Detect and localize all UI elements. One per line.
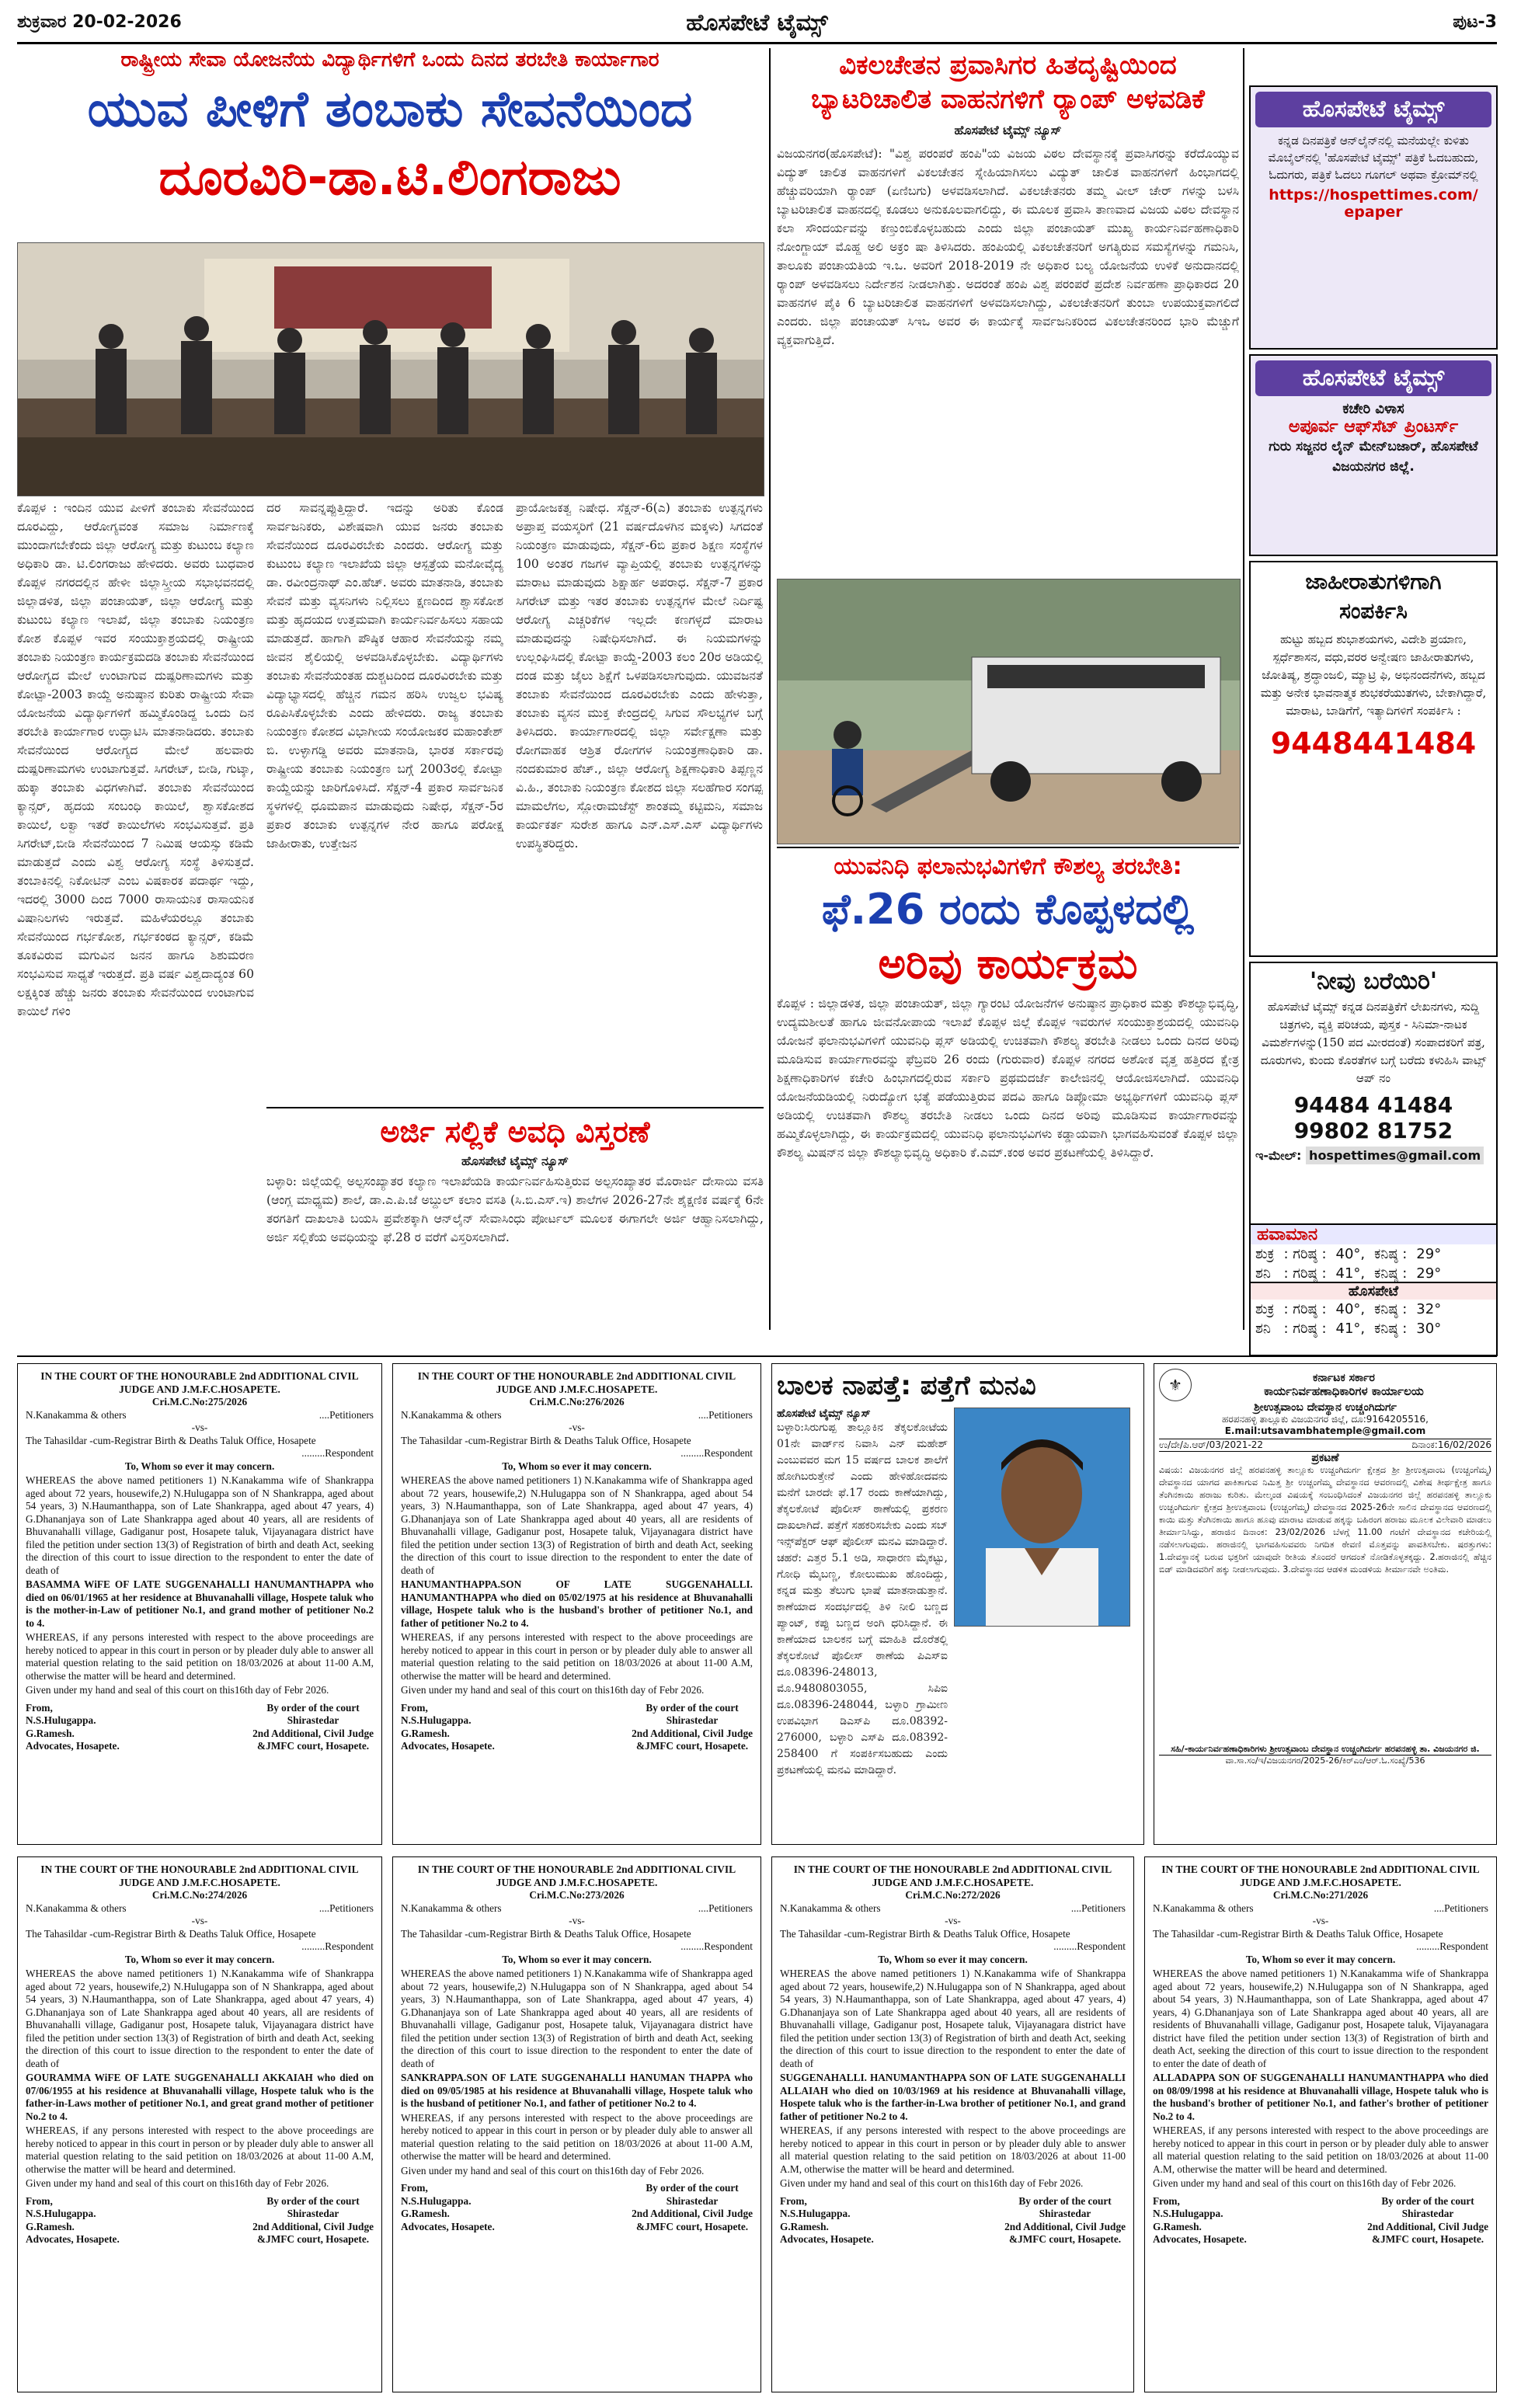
missing-boy-photo xyxy=(954,1408,1130,1627)
skill-text: ಕೊಪ್ಪಳ : ಜಿಲ್ಲಾಡಳಿತ, ಜಿಲ್ಲಾ ಪಂಚಾಯತ್, ಜಿಲ್ಲಾ ಗ್ಯಾರಂಟಿ ಯೋಜನೆಗಳ ಅನುಷ್ಠಾನ ಪ್ರಾಧಿಕಾರ ಮತ್ತು ಕೌಶಲ್ಯಾಭಿವೃದ್ಧಿ, ಉದ್ಯಮಶೀಲತೆ ಹಾಗೂ ಜೀವನೋಪಾಯ ಇಲಾಖೆ ಕೊಪ್ಪಳ ಜಿಲ್ಲೆ ಕೊಪ್ಪಳ ಇವರುಗಳ ಸಂಯುಕ್ತಾಶ್ರಯದಲ್ಲಿ ಯುವನಿಧಿ ಯೋಜನೆ ಫಲಾನುಭವಿಗಳಿಗೆ ಯುವನಿಧಿ ಪ್ಲಸ್ ಅಡಿಯಲ್ಲಿ ಉಚಿತವಾಗಿ ಕೌಶಲ್ಯ ತರಬೇತಿ ನೀಡಲು ಒಂದು ದಿನದ ಅರಿವು ಮೂಡಿಸುವ ಕಾರ್ಯಾಗಾರವನ್ನು ಫೆಬ್ರವರಿ 26 ರಂದು (ಗುರುವಾರ) ಕೊಪ್ಪಳ ನಗರದ ಅಶೋಕ ವೃತ್ತ ಹತ್ತಿರದ ಕ್ಷೇತ್ರ ಶಿಕ್ಷಣಾಧಿಕಾರಿಗಳ ಕಚೇರಿ ಹಿಂಭಾಗದಲ್ಲಿರುವ ಸರ್ಕಾರಿ ಪ್ರಥಮದರ್ಜೆ ಕಾಲೇಜಿನಲ್ಲಿ ಆಯೋಜಿಸಲಾಗಿದೆ. ಯುವನಿಧಿ ಯೋಜನೆಯಡಿಯಲ್ಲಿ ನಿರುದ್ಯೋಗ ಭತ್ಯೆ ಪಡೆಯುತ್ತಿರುವ ಪದವಿ ಹಾಗೂ ಡಿಪ್ಲೋಮಾ ಅಭ್ಯರ್ಥಿಗಳಿಗೆ ಯುವನಿಧಿ ಪ್ಲಸ್ ಅಡಿಯಲ್ಲಿ ಉಚಿತವಾಗಿ ಕೌಶಲ್ಯ ತರಬೇತಿ ನೀಡಲು ಒಂದು ದಿನದ ಅರಿವು ಮೂಡಿಸುವ ಕಾರ್ಯಾಗಾರವನ್ನು ಹಮ್ಮಿಕೊಳ್ಳಲಾಗಿದ್ದು, ಈ ಕಾರ್ಯಕ್ರಮದಲ್ಲಿ ಯುವನಿಧಿ ಫಲಾನುಭವಿಗಳು ಕಡ್ಡಾಯವಾಗಿ ಭಾಗವಹಿಸುವಂತೆ ಕೊಪ್ಪಳ ಜಿಲ್ಲಾ ಕೌಶಲ್ಯ ಮಿಷನ್‌ನ ಜಿಲ್ಲಾ ಕೌಶಲ್ಯಾಭಿವೃದ್ಧಿ ಅಧಿಕಾರಿ ಕೆ.ಎಮ್.ಕಂಠ ಅವರ ಪ್ರಕಟಣೆಯಲ್ಲಿ ತಿಳಿಸಿದ್ದಾರೆ. xyxy=(777,997,1239,1160)
skill-story xyxy=(777,847,1239,1332)
court-vs: -vs- xyxy=(1312,1915,1329,1926)
court-judge: 2nd Additional, Civil Judge xyxy=(632,1727,753,1739)
weather-max-label: : ಗರಿಷ್ಠ : xyxy=(1283,1265,1327,1282)
sidebar-divider xyxy=(1243,48,1244,1330)
court-respondent: The Tahasildar -cum-Registrar Birth & Deaths Taluk Office, Hosapete xyxy=(26,1434,316,1446)
epaper-url[interactable]: https://hospettimes.com/ xyxy=(1269,186,1478,204)
court-petitioners: N.Kanakamma & others xyxy=(401,1902,502,1914)
court-shirastedar: Shirastedar xyxy=(1401,2208,1454,2219)
court-heading: IN THE COURT OF THE HONOURABLE 2nd ADDITIONAL CIVIL JUDGE AND J.M.F.C.HOSAPETE. xyxy=(417,1863,736,1888)
skill-kicker: ಯುವನಿಧಿ ಫಲಾನುಭವಿಗಳಿಗೆ ಕೌಶಲ್ಯ ತರಬೇತಿ: xyxy=(777,847,1239,882)
court-advocate-1: N.S.Hulugappa. xyxy=(26,1714,96,1726)
court-respondent: The Tahasildar -cum-Registrar Birth & Deaths Taluk Office, Hosapete xyxy=(780,1927,1070,1940)
office-label: ಕಚೇರಿ ವಿಳಾಸ xyxy=(1342,401,1404,417)
weather-day: ಶನಿ xyxy=(1255,1265,1271,1282)
court-given: Given under my hand and seal of this court on this16th day of Febr 2026. xyxy=(1153,2177,1457,2189)
court-jmfc: &JMFC court, Hosapete. xyxy=(636,2220,749,2232)
court-advocates: Advocates, Hosapete. xyxy=(26,1740,120,1752)
ramp-headline-1: ವಿಕಲಚೇತನ ಪ್ರವಾಸಿಗರ ಹಿತದೃಷ್ಟಿಯಿಂದ xyxy=(839,50,1177,81)
court-judge: 2nd Additional, Civil Judge xyxy=(1004,2220,1126,2232)
weather-day: ಶುಕ್ರ xyxy=(1255,1301,1275,1317)
court-deceased: HANUMANTHAPPA.SON OF LATE SUGGENAHALLI. HANUMANTHAPPA who died on 05/02/1975 at his residence at Bhuvanahalli village, Hospete taluk who is the husband's brother of petitioner No.1, and father of petitioner No.2 to 4. xyxy=(401,1578,753,1629)
ramp-story xyxy=(777,48,1239,615)
court-petitioners: N.Kanakamma & others xyxy=(26,1902,127,1914)
court-heading: IN THE COURT OF THE HONOURABLE 2nd ADDITIONAL CIVIL JUDGE AND J.M.F.C.HOSAPETE. xyxy=(40,1863,359,1888)
court-shirastedar: Shirastedar xyxy=(1039,2208,1091,2219)
court-case-number: Cri.M.C.No:274/2026 xyxy=(151,1889,248,1901)
court-signature xyxy=(26,1702,374,1753)
court-respondent-label: .........Respondent xyxy=(680,1447,753,1459)
court-whereas-2: WHEREAS, if any persons interested with respect to the above proceedings are hereby noticed to appear in this court in person or by pleader duly able to answer all material question relating to the said petition on 18/03/2026 at about 11-00 A.M, otherwise the matter will be heard and determined. xyxy=(26,2124,374,2175)
missing-byline: ಹೊಸಪೇಟೆ ಟೈಮ್ಸ್ ನ್ಯೂಸ್ xyxy=(777,1408,871,1420)
printer-name: ಅಪೂರ್ವ ಆಫ್‌ಸೆಟ್ ಪ್ರಿಂಟರ್ಸ್ xyxy=(1288,417,1459,437)
court-deceased: SUGGENAHALLI. HANUMANTHAPPA SON OF LATE SUGGENAHALLI ALLAIAH who died on 10/03/1969 at his residence at Bhuvanahalli village, Hospete taluk who is the farther-in-Lwa brother of petitioner No.1, and grand father of petitioner No.2 to 4. xyxy=(780,2072,1126,2122)
court-respondent: The Tahasildar -cum-Registrar Birth & Deaths Taluk Office, Hosapete xyxy=(1153,1927,1443,1940)
deadline-story xyxy=(266,1107,764,1332)
court-to: To, Whom so ever it may concern. xyxy=(502,1953,652,1965)
ads-box xyxy=(1249,561,1498,957)
court-advocate-1: N.S.Hulugappa. xyxy=(26,2208,96,2219)
court-jmfc: &JMFC court, Hosapete. xyxy=(257,1740,370,1752)
weather-row xyxy=(1251,1264,1446,1283)
court-to: To, Whom so ever it may concern. xyxy=(502,1460,652,1472)
issue-date: ಶುಕ್ರವಾರ 20-02-2026 xyxy=(17,12,182,32)
email-label: ಇ-ಮೇಲ್: xyxy=(1255,1148,1302,1163)
notice-office: ಕಾರ್ಯನಿರ್ವಹಣಾಧಿಕಾರಿಗಳ ಕಾರ್ಯಾಲಯ xyxy=(1264,1384,1424,1398)
court-vs: -vs- xyxy=(569,1915,585,1926)
weather-min: 32° xyxy=(1416,1301,1442,1317)
court-heading: IN THE COURT OF THE HONOURABLE 2nd ADDITIONAL CIVIL JUDGE AND J.M.F.C.HOSAPETE. xyxy=(40,1370,359,1395)
office-box xyxy=(1249,354,1498,556)
weather-max-label: : ಗರಿಷ್ಠ : xyxy=(1283,1321,1327,1337)
weather-max-label: : ಗರಿಷ್ಠ : xyxy=(1283,1301,1327,1317)
court-advocate-2: G.Ramesh. xyxy=(780,2220,829,2232)
court-petitioners-label: ....Petitioners xyxy=(318,1408,374,1421)
weather-row xyxy=(1251,1300,1446,1319)
notice-date: ದಿನಾಂಕ:16/02/2026 xyxy=(1411,1439,1491,1450)
court-jmfc: &JMFC court, Hosapete. xyxy=(257,2233,370,2245)
court-advocate-1: N.S.Hulugappa. xyxy=(780,2208,851,2219)
court-given: Given under my hand and seal of this court on this16th day of Febr 2026. xyxy=(26,2177,329,2189)
deadline-byline: ಹೊಸಪೇಟೆ ಟೈಮ್ಸ್ ನ್ಯೂಸ್ xyxy=(461,1154,569,1168)
court-from: From, xyxy=(401,2182,428,2194)
court-shirastedar: Shirastedar xyxy=(666,1714,719,1726)
court-advocate-1: N.S.Hulugappa. xyxy=(1153,2208,1223,2219)
weather-max: 40°, xyxy=(1335,1301,1366,1317)
court-notice-276 xyxy=(392,1363,761,1845)
weather-max: 41°, xyxy=(1335,1321,1366,1337)
court-advocate-1: N.S.Hulugappa. xyxy=(401,1714,472,1726)
notice-ref: ಉ/ದೇ/ಪಿ.ಆರ್/03/2021-22 xyxy=(1159,1439,1264,1450)
weather-box-2 xyxy=(1249,1282,1498,1356)
lead-column-2: ದರ ಸಾವನ್ನಪ್ಪುತ್ತಿದ್ದಾರೆ. ಇದನ್ನು ಅರಿತು ಕೊಂಡ ಸಾರ್ವಜನಿಕರು, ವಿಶೇಷವಾಗಿ ಯುವ ಜನರು ತಂಬಾಕು ಸೇವನೆಯಿಂದ ದೂರವಿರಬೇಕು ಎಂದರು. ಆರೋಗ್ಯ ಮತ್ತು ಕುಟುಂಬ ಕಲ್ಯಾಣ ಇಲಾಖೆಯ ಜಿಲ್ಲಾ ಆಸ್ಪತ್ರೆಯ ಮನೋವೈದ್ಯ ಡಾ. ರವೀಂದ್ರನಾಥ್ ಎಂ.ಹೆಚ್. ಅವರು ಮಾತನಾಡಿ, ತಂಬಾಕು ಸೇವನೆ ಮತ್ತು ವ್ಯಸನಿಗಳು ನಿಲ್ಲಿಸಲು ಕ್ಷಣದಿಂದ ಶ್ವಾಸಕೋಶ ಮತ್ತು ಹೃದಯದ ಉತ್ತಮವಾಗಿ ಕಾರ್ಯನಿರ್ವಹಿಸಲು ಸಹಾಯ ಮಾಡುತ್ತದೆ. ಹಾಗಾಗಿ ಪೌಷ್ಠಿಕ ಆಹಾರ ಸೇವನೆಯನ್ನು ನಮ್ಮ ಜೀವನ ಶೈಲಿಯಲ್ಲಿ ಅಳವಡಿಸಿಕೊಳ್ಳಬೇಕು. ವಿದ್ಯಾರ್ಥಿಗಳು ತಂಬಾಕು ಸೇವನೆಯಂತಹ ದುಶ್ಚಟದಿಂದ ದೂರವಿರಬೇಕು ಮತ್ತು ವಿದ್ಯಾಭ್ಯಾಸದಲ್ಲಿ ಹೆಚ್ಚಿನ ಗಮನ ಹರಿಸಿ ಉಜ್ವಲ ಭವಿಷ್ಯ ರೂಪಿಸಿಕೊಳ್ಳಬೇಕು ಎಂದು ಹೇಳಿದರು. ರಾಜ್ಯ ತಂಬಾಕು ನಿಯಂತ್ರಣ ಕೋಶದ ವಿಭಾಗೀಯ ಸಂಯೋಜಕರ ಮಹಾಂತೇಶ್ ಬಿ. ಉಳ್ಳಾಗಡ್ಡಿ ಅವರು ಮಾತನಾಡಿ, ಭಾರತ ಸರ್ಕಾರವು ರಾಷ್ಟ್ರೀಯ ತಂಬಾಕು ನಿಯಂತ್ರಣ ಬಗ್ಗೆ 2003ರಲ್ಲಿ ಕೋಟ್ಪಾ ಕಾಯ್ದೆಯನ್ನು ಜಾರಿಗೊಳಿಸಿದೆ. ಸೆಕ್ಷನ್-4 ಪ್ರಕಾರ ಸಾರ್ವಜನಿಕ ಸ್ಥಳಗಳಲ್ಲಿ ಧೂಮಪಾನ ಮಾಡುವುದು ನಿಷೇಧ, ಸೆಕ್ಷನ್-5ರ ಪ್ರಕಾರ ತಂಬಾಕು ಉತ್ಪನ್ನಗಳ ನೇರ ಹಾಗೂ ಪರೋಕ್ಷ ಜಾಹೀರಾತು, ಉತ್ತೇಜನ xyxy=(266,501,503,851)
weather-min: 29° xyxy=(1416,1265,1442,1282)
notice-body: ವಿಷಯ: ವಿಜಯನಗರ ಜಿಲ್ಲೆ ಹರಪನಹಳ್ಳಿ ತಾಲ್ಲೂಕು ಉಚ್ಚಂಗಿದುರ್ಗ ಕ್ಷೇತ್ರದ ಶ್ರೀ ಶ್ರೀಉತ್ಸವಾಂಬ (ಉಚ್ಚಂಗೆಮ್ಮ) ದೇವಸ್ಥಾನದ ಯಾಗದ ಪಾಕಿತಾಗುವ ನಿಮಿತ್ತ ಶ್ರೀ ಉಚ್ಚಂಗೆಮ್ಮ ದೇವಸ್ಥಾನದ ಆವರಣದಲ್ಲಿ ವಿಶೇಷ ತೀರ್ಥಕ್ಷೇತ್ರ ಹಾಗೂ ತೆಂಗಿನಕಾಯಿ ಹರಾಜು ಕುರಿತು. ಮೇಲ್ಕಂಡ ವಿಷಯಕ್ಕೆ ಸಂಬಂಧಿಸಿದಂತೆ ವಿಜಯನಗರ ಜಿಲ್ಲೆ ಹರಪನಹಳ್ಳಿ ತಾಲ್ಲೂಕು ಉಚ್ಚಂಗಿದುರ್ಗ ಕ್ಷೇತ್ರದ ಶ್ರೀಉತ್ಸವಾಂಬ (ಉಚ್ಚಂಗೆಮ್ಮ) ದೇವಸ್ಥಾನದ 2025-26ನೇ ಸಾಲಿನ ದೇವಸ್ಥಾನದ ಆವರಣದಲ್ಲಿ ಕಾಯಿ ಮತ್ತು ತೆಂಗಿನಕಾಯಿ ಹಾಗೂ ಹೂವು ಮಾರಾಟ ಮಾಡುವ ಹಕ್ಕನ್ನು ಬಹಿರಂಗ ಹರಾಜು ಮೂಲಕ ವಿಲೇವಾರಿ ಮಾಡಲು ತೀರ್ಮಾನಿಸಿದ್ದು, ಹರಾಜಿನ ದಿನಾಂಕ: 23/02/2026 ಬೆಳಗ್ಗೆ 11.00 ಗಂಟೆಗೆ ದೇವಸ್ಥಾನದ ಕಚೇರಿಯಲ್ಲಿ ನಡೆಸಲಾಗುವುದು. ಹರಾಜಿನಲ್ಲಿ ಭಾಗವಹಿಸುವವರು ನಿಗದಿತ ಠೇವಣಿ ಮೊತ್ತವನ್ನು ಪಾವತಿಸಬೇಕು. ಷರತ್ತುಗಳು: 1.ದೇವಸ್ಥಾನಕ್ಕೆ ಬರುವ ಭಕ್ತರಿಗೆ ಯಾವುದೇ ರೀತಿಯ ತೊಂದರೆ ಆಗದಂತೆ ನೋಡಿಕೊಳ್ಳತಕ್ಕದ್ದು. 2.ಹರಾಜಿನಲ್ಲಿ ಹೆಚ್ಚಿನ ಬಿಡ್ ಮಾಡಿದವರಿಗೆ ಹಕ್ಕು ನೀಡಲಾಗುವುದು. 3.ದೇವಸ್ಥಾನದ ಆಡಳಿತ ಮಂಡಳಿಯ ತೀರ್ಮಾನವೇ ಅಂತಿಮ. xyxy=(1159,1465,1491,1575)
court-order: By order of the court xyxy=(1381,2194,1474,2207)
epaper-box xyxy=(1249,85,1498,350)
court-signature xyxy=(26,2195,374,2246)
court-given: Given under my hand and seal of this court on this16th day of Febr 2026. xyxy=(401,1684,705,1696)
court-judge: 2nd Additional, Civil Judge xyxy=(1367,2220,1488,2232)
court-order: By order of the court xyxy=(266,2194,360,2207)
column-divider xyxy=(769,48,771,1330)
court-deceased: BASAMMA WiFE OF LATE SUGGENAHALLI HANUMANTHAPPA who died on 06/01/1965 at her residence at Bhuvanahalli village, Hospete taluk who is the mother-in-Law of petitioner No.1, and grand mother of petitioner No.2 to 4. xyxy=(26,1578,374,1629)
court-advocate-1: N.S.Hulugappa. xyxy=(401,2194,472,2207)
court-petitioners-label: ....Petitioners xyxy=(1070,1902,1126,1914)
court-petitioners-label: ....Petitioners xyxy=(1433,1902,1488,1914)
court-notice-273 xyxy=(392,1856,761,2392)
notice-contact: ಹರಪನಹಳ್ಳಿ ತಾಲ್ಲೂಕು ವಿಜಯನಗರ ಜಿಲ್ಲೆ, ದೂ:9164205516, xyxy=(1222,1414,1429,1425)
court-petitioners: N.Kanakamma & others xyxy=(26,1408,127,1421)
skill-headline-2: ಅರಿವು ಕಾರ್ಯಕ್ರಮ xyxy=(878,939,1138,988)
workshop-photo-illustration xyxy=(18,243,764,496)
court-whereas: WHEREAS the above named petitioners 1) N.Kanakamma wife of Shankrappa aged about 72 years, housewife,2) N.Hulugappa son of N Shankrappa, aged about 54 years, 3) N.Haumanthappa, son of Late Shankrappa, aged about 47 years, 4) G.Dhananjaya son of Late Shankrappa aged about 40 years, all are residents of Bhuvanahalli village, Gadiganur post, Hosapete taluk, Vijayanagara district have filed the petition under section 13(3) of Registration of birth and death Act, seeking the direction of this court to issue direction to the respondent to enter the date of death of xyxy=(401,1968,753,2069)
ads-text: ಹುಟ್ಟು ಹಬ್ಬದ ಶುಭಾಶಯಗಳು, ವಿದೇಶಿ ಪ್ರಯಾಣ, ಸ್ಪರ್ಧೆಶಾಸನ, ವಧು,ವರರ ಅನ್ವೇಷಣ ಜಾಹೀರಾತುಗಳು, ಜೋತಿಷ್ಯ, ಶ್ರದ್ಧಾಂಜಲಿ, ಮ್ಯಾಟ್ರಿ ಫಿ, ಅಭಿನಂದನೆಗಳು, ಹಬ್ಬದ ಮತ್ತು ಅನೇಕ ಭಾವನಾತ್ಮಕ ಶುಭಕರೆಯುತಗಳು, ಬೇಕಾಗಿದ್ದಾರೆ, ಮಾರಾಟ, ಬಾಡಿಗೆಗೆ, ಇತ್ಯಾದಿಗಳಿಗೆ ಸಂಪರ್ಕಿಸಿ : xyxy=(1260,632,1487,718)
ramp-byline: ಹೊಸಪೇಟೆ ಟೈಮ್ಸ್ ನ್ಯೂಸ್ xyxy=(954,123,1062,137)
court-heading: IN THE COURT OF THE HONOURABLE 2nd ADDITIONAL CIVIL JUDGE AND J.M.F.C.HOSAPETE. xyxy=(793,1863,1112,1888)
weather-min-label: ಕನಿಷ್ಠ : xyxy=(1374,1321,1408,1337)
epaper-url-suffix[interactable]: epaper xyxy=(1344,204,1403,221)
court-given: Given under my hand and seal of this court on this16th day of Febr 2026. xyxy=(26,1684,329,1696)
court-case-number: Cri.M.C.No:275/2026 xyxy=(151,1396,248,1408)
newspaper-title: ಹೊಸಪೇಟೆ ಟೈಮ್ಸ್ xyxy=(686,9,828,37)
court-respondent: The Tahasildar -cum-Registrar Birth & Deaths Taluk Office, Hosapete xyxy=(401,1434,691,1446)
ads-title-1: ಜಾಹೀರಾತುಗಳಿಗಾಗಿ xyxy=(1305,569,1442,594)
court-to: To, Whom so ever it may concern. xyxy=(878,1953,1028,1965)
court-notice-272 xyxy=(771,1856,1134,2392)
brand-banner-2: ಹೊಸಪೇಟೆ ಟೈಮ್ಸ್ xyxy=(1255,360,1491,396)
weather-title: ಹವಾಮಾನ xyxy=(1251,1225,1496,1244)
court-whereas: WHEREAS the above named petitioners 1) N.Kanakamma wife of Shankrappa aged about 72 years, housewife,2) N.Hulugappa son of N Shankrappa, aged about 54 years, 3) N.Haumanthappa, son of Late Shankrappa, aged about 47 years, 4) G.Dhananjaya son of Late Shankrappa aged about 40 years, all are residents of Bhuvanahalli village, Gadiganur post, Hosapete taluk, Vijayanagara district have filed the petition under section 13(3) of Registration of birth and death Act, seeking the direction of this court to issue direction to the respondent to enter the date of death of xyxy=(401,1474,753,1576)
court-to: To, Whom so ever it may concern. xyxy=(124,1460,275,1472)
weather-table-1 xyxy=(1251,1244,1446,1283)
deadline-text: ಬಳ್ಳಾರಿ: ಜಿಲ್ಲೆಯಲ್ಲಿ ಅಲ್ಪಸಂಖ್ಯಾತರ ಕಲ್ಯಾಣ ಇಲಾಖೆಯಡಿ ಕಾರ್ಯನಿರ್ವಹಿಸುತ್ತಿರುವ ಅಲ್ಪಸಂಖ್ಯಾತರ ಮೊರಾರ್ಜಿ ದೇಸಾಯಿ ವಸತಿ (ಆಂಗ್ಲ ಮಾಧ್ಯಮ) ಶಾಲೆ, ಡಾ.ಎ.ಪಿ.ಜೆ ಅಬ್ದುಲ್ ಕಲಾಂ ವಸತಿ (ಸಿ.ಬಿ.ಎಸ್.ಇ) ಶಾಲೆಗಳ 2026-27ನೇ ಶೈಕ್ಷಣಿಕ ವರ್ಷಕ್ಕೆ 6ನೇ ತರಗತಿಗೆ ದಾಖಲಾತಿ ಬಯಸಿ ಪ್ರವೇಶಕ್ಕಾಗಿ ಆನ್‌ಲೈನ್ ಸೇವಾಸಿಂಧು ಪೋರ್ಟಲ್ ಮೂಲಕ ಈಗಾಗಲೇ ಅರ್ಜಿ ಆಹ್ವಾನಿಸಲಾಗಿದ್ದು, ಅರ್ಜಿ ಸಲ್ಲಿಕೆಯ ಅವಧಿಯನ್ನು ಫೆ.28 ರ ವರೆಗೆ ವಿಸ್ತರಿಸಲಾಗಿದೆ. xyxy=(266,1174,764,1244)
skill-headline-1: ಫೆ.26 ರಂದು ಕೊಪ್ಪಳದಲ್ಲಿ xyxy=(821,885,1195,934)
court-from: From, xyxy=(401,1701,428,1714)
court-given: Given under my hand and seal of this court on this16th day of Febr 2026. xyxy=(780,2177,1084,2189)
court-vs: -vs- xyxy=(191,1915,208,1926)
court-advocate-2: G.Ramesh. xyxy=(26,1727,75,1739)
court-advocates: Advocates, Hosapete. xyxy=(26,2233,120,2245)
notice-title: ಪ್ರಕಟಣೆ xyxy=(1311,1452,1339,1464)
notice-gov: ಕರ್ನಾಟಕ ಸರ್ಕಾರ xyxy=(1313,1372,1375,1384)
write-phone-1[interactable]: 94484 41484 xyxy=(1293,1092,1453,1118)
court-petitioners-label: ....Petitioners xyxy=(698,1408,753,1421)
court-petitioners-label: ....Petitioners xyxy=(318,1902,374,1914)
court-case-number: Cri.M.C.No:276/2026 xyxy=(529,1396,625,1408)
write-title: 'ನೀವು ಬರೆಯಿರಿ' xyxy=(1309,968,1438,995)
weather-min: 29° xyxy=(1416,1246,1442,1262)
deadline-headline: ಅರ್ಜಿ ಸಲ್ಲಿಕೆ ಅವಧಿ ವಿಸ್ತರಣೆ xyxy=(380,1115,650,1149)
court-deceased: ALLADAPPA SON OF SUGGENAHALLI HANUMANTHAPPA who died on 08/09/1998 at his residence at Bhuvanahalli village, Hospete taluk who is the husband's brother of petitioner No.1, and father's brother of petitioner No.2 to 4. xyxy=(1153,2072,1488,2122)
court-advocates: Advocates, Hosapete. xyxy=(1153,2233,1247,2245)
court-jmfc: &JMFC court, Hosapete. xyxy=(636,1740,749,1752)
write-text: ಹೊಸಪೇಟೆ ಟೈಮ್ಸ್ ಕನ್ನಡ ದಿನಪತ್ರಿಕೆಗೆ ಲೇಖನಗಳು, ಸುದ್ದಿ ಚಿತ್ರಗಳು, ವ್ಯಕ್ತಿ ಪರಿಚಯ, ಪುಸ್ತಕ - ಸಿನಿಮಾ-ನಾಟಕ ವಿಮರ್ಶೆಗಳನ್ನು(150 ಪದ ಮೀರದಂತೆ) ಸಂಪಾದಕರಿಗೆ ಪತ್ರ, ದೂರುಗಳು, ಕುಂದು ಕೊರತೆಗಳ ಬಗ್ಗೆ ಬರೆದು ಕಳುಹಿಸಿ ವಾಟ್ಸ್ ಆಪ್ ನಂ xyxy=(1260,1000,1487,1085)
court-judge: 2nd Additional, Civil Judge xyxy=(632,2208,753,2219)
lead-headline-block xyxy=(17,48,763,241)
court-respondent-label: .........Respondent xyxy=(1416,1940,1488,1952)
court-whereas-2: WHEREAS, if any persons interested with respect to the above proceedings are hereby noticed to appear in this court in person or by pleader duly able to answer all material question relating to the said petition on 18/03/2026 at about 11-00 A.M, otherwise the matter will be heard and determined. xyxy=(1153,2124,1488,2175)
weather-max-label: : ಗರಿಷ್ಠ : xyxy=(1283,1246,1327,1262)
court-signature xyxy=(401,1702,753,1753)
court-petitioners: N.Kanakamma & others xyxy=(401,1408,502,1421)
ramp-headline-2: ಬ್ಯಾಟರಿಚಾಲಿತ ವಾಹನಗಳಿಗೆ ರ್‍ಯಾಂಪ್ ಅಳವಡಿಕೆ xyxy=(811,84,1205,115)
court-signature xyxy=(1153,2195,1488,2246)
court-petitioners: N.Kanakamma & others xyxy=(780,1902,881,1914)
court-notice-271 xyxy=(1144,1856,1497,2392)
court-case-number: Cri.M.C.No:273/2026 xyxy=(529,1889,625,1901)
weather-max: 41°, xyxy=(1335,1265,1366,1282)
court-to: To, Whom so ever it may concern. xyxy=(1245,1953,1396,1965)
weather-day: ಶುಕ್ರ xyxy=(1255,1246,1275,1262)
missing-text: ಬಳ್ಳಾರಿ:ಸಿರುಗುಪ್ಪ ತಾಲ್ಲೂಕಿನ ತೆಕ್ಕಲಕೋಟೆಯ 01ನೇ ವಾರ್ಡ್‌ನ ನಿವಾಸಿ ಎನ್ ಮಹೇಶ್ ಎಂಬುವವರ ಮಗ 15 ವರ್ಷದ ಬಾಲಕ ಶಾಲೆಗೆ ಹೋಗಿಬರುತ್ತೇನೆ ಎಂದು ಹೇಳಿಹೋದವನು ಮನೆಗೆ ಬಾರದೇ ಫೆ.17 ರಂದು ಕಾಣೆಯಾಗಿದ್ದು, ತೆಕ್ಕಲಕೋಟೆ ಪೊಲೀಸ್ ಠಾಣೆಯಲ್ಲಿ ಪ್ರಕರಣ ದಾಖಲಾಗಿದೆ. ಪತ್ತೆಗೆ ಸಹಕರಿಸಬೇಕು ಎಂದು ಸಬ್ ಇನ್ಸ್‌ಪೆಕ್ಟರ್ ಆಫ್ ಪೊಲೀಸ್ ಮನವಿ ಮಾಡಿದ್ದಾರೆ. ಚಹರೆ: ಎತ್ತರ 5.1 ಅಡಿ, ಸಾಧಾರಣ ಮೈಕಟ್ಟು, ಗೋಧಿ ಮೈಬಣ್ಣ, ಕೋಲುಮುಖ ಹೊಂದಿದ್ದು, ಕನ್ನಡ ಮತ್ತು ತೆಲುಗು ಭಾಷೆ ಮಾತನಾಡುತ್ತಾನೆ. ಕಾಣೆಯಾದ ಸಂದರ್ಭದಲ್ಲಿ ತಿಳಿ ನೀಲಿ ಬಣ್ಣದ ಪ್ಯಾಂಟ್, ಕಪ್ಪು ಬಣ್ಣದ ಅಂಗಿ ಧರಿಸಿದ್ದಾನೆ. ಈ ಕಾಣೆಯಾದ ಬಾಲಕನ ಬಗ್ಗೆ ಮಾಹಿತಿ ದೊರೆತಲ್ಲಿ ತೆಕ್ಕಲಕೋಟೆ ಪೊಲೀಸ್ ಠಾಣೆಯ ಪಿಎಸ್‌ಐ ದೂ.08396-248013, ಮೊ.9480803055, ಸಿಪಿಐ ದೂ.08396-248044, ಬಳ್ಳಾರಿ ಗ್ರಾಮೀಣ ಉಪವಿಭಾಗ ಡಿಎಸ್‌ಪಿ ದೂ.08392-276000, ಬಳ್ಳಾರಿ ಎಸ್‌ಪಿ ದೂ.08392-258400 ಗೆ ಸಂಪರ್ಕಿಸಬಹುದು ಎಂದು ಪ್ರಕಟಣೆಯಲ್ಲಿ ಮನವಿ ಮಾಡಿದ್ದಾರೆ. xyxy=(777,1421,948,1776)
page-number: ಪುಟ-3 xyxy=(1453,12,1497,32)
court-respondent-label: .........Respondent xyxy=(301,1940,374,1952)
court-shirastedar: Shirastedar xyxy=(287,2208,339,2219)
court-petitioners-label: ....Petitioners xyxy=(698,1902,753,1914)
ramp-photo xyxy=(777,579,1241,844)
court-whereas: WHEREAS the above named petitioners 1) N.Kanakamma wife of Shankrappa aged about 72 years, housewife,2) N.Hulugappa son of N Shankrappa, aged about 54 years, 3) N.Haumanthappa, son of Late Shankrappa, aged about 47 years, 4) G.Dhananjaya son of Late Shankrappa aged about 40 years, all are residents of Bhuvanahalli village, Gadiganur post, Hosapete taluk, Vijayanagara district have filed the petition under section 13(3) of Registration of birth and death Act, seeking the direction of this court to issue direction to the respondent to enter the date of death of xyxy=(26,1968,374,2069)
court-whereas: WHEREAS the above named petitioners 1) N.Kanakamma wife of Shankrappa aged about 72 years, housewife,2) N.Hulugappa son of N Shankrappa, aged about 54 years, 3) N.Haumanthappa, son of Late Shankrappa, aged about 47 years, 4) G.Dhananjaya son of Late Shankrappa aged about 40 years, all are residents of Bhuvanahalli village, Gadiganur post, Hosapete taluk, Vijayanagara district have filed the petition under section 13(3) of Registration of birth and death Act, seeking the direction of this court to issue direction to the respondent to enter the date of death of xyxy=(1153,1968,1488,2069)
court-notice-275 xyxy=(17,1363,382,1845)
weather-min-label: ಕನಿಷ್ಠ : xyxy=(1374,1301,1408,1317)
office-address: ಗುರು ಸಜ್ಜನರ ಲೈನ್ ಮೇನ್‌ಬಜಾರ್, ಹೊಸಪೇಟೆ ವಿಜಯನಗರ ಜಿಲ್ಲೆ. xyxy=(1269,439,1478,475)
missing-headline: ಬಾಲಕ ನಾಪತ್ತೆ: ಪತ್ತೆಗೆ ಮನವಿ xyxy=(777,1370,1036,1401)
weather-day: ಶನಿ xyxy=(1255,1321,1271,1337)
court-from: From, xyxy=(26,1701,53,1714)
court-whereas: WHEREAS the above named petitioners 1) N.Kanakamma wife of Shankrappa aged about 72 years, housewife,2) N.Hulugappa son of N Shankrappa, aged about 54 years, 3) N.Haumanthappa, son of Late Shankrappa, aged about 47 years, 4) G.Dhananjaya son of Late Shankrappa aged about 40 years, all are residents of Bhuvanahalli village, Gadiganur post, Hosapete taluk, Vijayanagara district have filed the petition under section 13(3) of Registration of birth and death Act, seeking the direction of this court to issue direction to the respondent to enter the date of death of xyxy=(780,1968,1126,2069)
court-respondent-label: .........Respondent xyxy=(680,1940,753,1952)
court-whereas-2: WHEREAS, if any persons interested with respect to the above proceedings are hereby noticed to appear in this court in person or by pleader duly able to answer all material question relating to the said petition on 18/03/2026 at about 11-00 A.M, otherwise the matter will be heard and determined. xyxy=(401,1631,753,1682)
court-heading: IN THE COURT OF THE HONOURABLE 2nd ADDITIONAL CIVIL JUDGE AND J.M.F.C.HOSAPETE. xyxy=(1161,1863,1480,1888)
court-heading: IN THE COURT OF THE HONOURABLE 2nd ADDITIONAL CIVIL JUDGE AND J.M.F.C.HOSAPETE. xyxy=(417,1370,736,1395)
ads-phone[interactable]: 9448441484 xyxy=(1270,726,1477,760)
workshop-photo xyxy=(17,242,764,496)
weather-max: 40°, xyxy=(1335,1246,1366,1262)
court-judge: 2nd Additional, Civil Judge xyxy=(252,2220,374,2232)
court-respondent-label: .........Respondent xyxy=(1053,1940,1126,1952)
lead-kicker: ರಾಷ್ಟ್ರೀಯ ಸೇವಾ ಯೋಜನೆಯ ವಿದ್ಯಾರ್ಥಿಗಳಿಗೆ ಒಂದು ದಿನದ ತರಬೇತಿ ಕಾರ್ಯಾಗಾರ xyxy=(120,48,660,71)
weather-row xyxy=(1251,1319,1446,1338)
court-deceased: GOURAMMA WiFE OF LATE SUGGENAHALLI AKKAIAH who died on 07/06/1955 at his residence at Bhuvanahalli village, Hospete taluk who is the father-in-Laws mother of petitioner No.1, and great grand mother of petitioner No.2 to 4. xyxy=(26,2072,374,2122)
court-shirastedar: Shirastedar xyxy=(666,2194,719,2207)
court-order: By order of the court xyxy=(646,1701,739,1714)
court-from: From, xyxy=(1153,2194,1180,2207)
court-advocate-2: G.Ramesh. xyxy=(401,2208,450,2219)
court-advocate-2: G.Ramesh. xyxy=(26,2220,75,2232)
weather-row xyxy=(1251,1244,1446,1264)
court-whereas-2: WHEREAS, if any persons interested with respect to the above proceedings are hereby noticed to appear in this court in person or by pleader duly able to answer all material question relating to the said petition on 18/03/2026 at about 11-00 A.M, otherwise the matter will be heard and determined. xyxy=(26,1631,374,1682)
ramp-photo-illustration xyxy=(778,579,1240,844)
court-case-number: Cri.M.C.No:272/2026 xyxy=(905,1889,1001,1901)
court-whereas-2: WHEREAS, if any persons interested with respect to the above proceedings are hereby noticed to appear in this court in person or by pleader duly able to answer all material question relating to the said petition on 18/03/2026 at about 11-00 A.M, otherwise the matter will be heard and determined. xyxy=(780,2124,1126,2175)
ads-title-2: ಸಂಪರ್ಕಿಸಿ xyxy=(1339,598,1408,624)
court-order: By order of the court xyxy=(266,1701,360,1714)
court-advocates: Advocates, Hosapete. xyxy=(780,2233,874,2245)
court-judge: 2nd Additional, Civil Judge xyxy=(252,1727,374,1739)
court-from: From, xyxy=(780,2194,807,2207)
lead-headline-2: ದೂರವಿರಿ-ಡಾ.ಟಿ.ಲಿಂಗರಾಜು xyxy=(158,149,621,207)
epaper-text: ಕನ್ನಡ ದಿನಪತ್ರಿಕೆ ಆನ್‌ಲೈನ್‌ನಲ್ಲಿ ಮನೆಯಲ್ಲೇ ಕುಳಿತು ಮೊಬೈಲ್‌ನಲ್ಲಿ 'ಹೊಸಪೇಟೆ ಟೈಮ್ಸ್' ಪತ್ರಿಕೆ ಓದಬಹುದು, ಓದುಗರು, ಪತ್ರಿಕೆ ಓದಲು ಗೂಗಲ್ ಅಥವಾ ಕ್ರೋಮ್‌ನಲ್ಲಿ xyxy=(1268,134,1479,182)
court-deceased: SANKRAPPA.SON OF LATE SUGGENAHALLI HANUMAN THAPPA who died on 09/05/1985 at his residence at Bhuvanahalli village, Hospete taluk who is the husband of petitioner No.1, and father of petitioner No.2 to 4. xyxy=(401,2072,753,2109)
court-case-number: Cri.M.C.No:271/2026 xyxy=(1272,1889,1369,1901)
write-phone-2[interactable]: 99802 81752 xyxy=(1293,1118,1453,1143)
weather-min-label: ಕನಿಷ್ಠ : xyxy=(1374,1265,1408,1282)
sidebar xyxy=(1249,85,1498,1328)
court-jmfc: &JMFC court, Hosapete. xyxy=(1372,2233,1484,2245)
court-vs: -vs- xyxy=(569,1421,585,1433)
emblem-icon: ⚜ xyxy=(1159,1369,1192,1401)
temple-notice xyxy=(1154,1363,1497,1845)
lead-column-1: ಕೊಪ್ಪಳ : ಇಂದಿನ ಯುವ ಪೀಳಿಗೆ ತಂಬಾಕು ಸೇವನೆಯಿಂದ ದೂರವಿದ್ದು, ಆರೋಗ್ಯವಂತ ಸಮಾಜ ನಿರ್ಮಾಣಕ್ಕೆ ಮುಂದಾಗಬೇಕೆಂದು ಜಿಲ್ಲಾ ಆರೋಗ್ಯ ಮತ್ತು ಕುಟುಂಬ ಕಲ್ಯಾಣ ಅಧಿಕಾರಿ ಡಾ. ಟಿ.ಲಿಂಗರಾಜು ಹೇಳಿದರು. ಅವರು ಬುಧವಾರ ಕೊಪ್ಪಳ ನಗರದಲ್ಲಿನ ಹೇಳೀ ಜಿಲ್ಲಾಸ್ತ್ರೀಯ ಸಭಾಭವನದಲ್ಲಿ ಜಿಲ್ಲಾಡಳಿತ, ಜಿಲ್ಲಾ ಪಂಚಾಯತ್, ಜಿಲ್ಲಾ ಆರೋಗ್ಯ ಮತ್ತು ಕುಟುಂಬ ಕಲ್ಯಾಣ ಇಲಾಖೆ, ಜಿಲ್ಲಾ ತಂಬಾಕು ನಿಯಂತ್ರಣ ಕೋಶ ಕೊಪ್ಪಳ ಇವರ ಸಂಯುಕ್ತಾಶ್ರಯದಲ್ಲಿ ರಾಷ್ಟ್ರೀಯ ತಂಬಾಕು ನಿಯಂತ್ರಣ ಕಾರ್ಯಕ್ರಮದಡಿ ತಂಬಾಕು ಸೇವನೆಯಿಂದ ಆರೋಗ್ಯದ ಮೇಲೆ ಉಂಟಾಗುವ ದುಷ್ಪರಿಣಾಮಗಳು ಮತ್ತು ಕೋಟ್ಪಾ-2003 ಕಾಯ್ದೆ ಅನುಷ್ಠಾನ ಕುರಿತು ರಾಷ್ಟ್ರೀಯ ಸೇವಾ ಯೋಜನೆಯ ವಿದ್ಯಾರ್ಥಿಗಳಿಗೆ ಹಮ್ಮಿಕೊಂಡಿದ್ದ ಒಂದು ದಿನ ತರಬೇತಿ ಕಾರ್ಯಾಗಾರ ಉದ್ಘಾಟಿಸಿ ಮಾತನಾಡಿದರು. ತಂಬಾಕು ಸೇವನೆಯಿಂದ ಆರೋಗ್ಯದ ಮೇಲೆ ಹಲವಾರು ದುಷ್ಪರಿಣಾಮಗಳು ಉಂಟಾಗುತ್ತವೆ. ಸಿಗರೇಟ್, ಬೀಡಿ, ಗುಟ್ಕಾ, ಹುಕ್ಕಾ ತಂಬಾಕು ವಿಧಗಳಾಗಿವೆ. ತಂಬಾಕು ಸೇವನೆಯಿಂದ ಕ್ಯಾನ್ಸರ್, ಹೃದಯ ಸಂಬಂಧಿ ಕಾಯಿಲೆ, ಶ್ವಾಸಕೋಶದ ಕಾಯಿಲೆ, ಲಕ್ವಾ ಇತರೆ ಕಾಯಿಲೆಗಳು ಸಂಭವಿಸುತ್ತವೆ. ಪ್ರತಿ ಸಿಗರೇಟ್,ಬೀಡಿ ಸೇವನೆಯಿಂದ 7 ನಿಮಿಷ ಆಯಸ್ಸು ಕಡಿಮೆ ಮಾಡುತ್ತದೆ ಎಂದು ವಿಶ್ವ ಆರೋಗ್ಯ ಸಂಸ್ಥೆ ತಿಳಿಸುತ್ತದೆ. ತಂಬಾಕಿನಲ್ಲಿ ನಿಕೋಟಿನ್ ಎಂಬ ವಿಷಕಾರಕ ಪದಾರ್ಥ ಇದ್ದು, ಇದರಲ್ಲಿ 3000 ದಿಂದ 7000 ರಾಸಾಯನಿಕ ರಾಸಾಯನಿಕ ವಿಷಾನಿಲಗಳು ಇರುತ್ತವೆ. ಮಹಿಳೆಯರಲ್ಲೂ ತಂಬಾಕು ಸೇವನೆಯಿಂದ ಗರ್ಭಕೋಶ, ಗರ್ಭಕಂಠದ ಕ್ಯಾನ್ಸರ್, ಕಡಿಮೆ ತೂಕವಿರುವ ಮಗುವಿನ ಜನನ ಹಾಗೂ ಶಿಶುಮರಣ ಸಂಭವಿಸುವ ಸಾಧ್ಯತೆ ಇರುತ್ತದೆ. ಪ್ರತಿ ವರ್ಷ ವಿಶ್ವದಾದ್ಯಂತ 60 ಲಕ್ಷಕ್ಕಿಂತ ಹೆಚ್ಚು ಜನರು ತಂಬಾಕು ಸೇವನೆಯಿಂದ ಉಂಟಾಗುವ ಕಾಯಿಲೆ ಗಳಿಂ xyxy=(17,501,254,1018)
court-signature xyxy=(780,2195,1126,2246)
brand-banner: ಹೊಸಪೇಟೆ ಟೈಮ್ಸ್ xyxy=(1255,92,1491,127)
court-respondent-label: .........Respondent xyxy=(301,1447,374,1459)
masthead xyxy=(17,8,1497,44)
weather-city: ಹೊಸಪೇಟೆ xyxy=(1251,1283,1496,1300)
court-petitioners: N.Kanakamma & others xyxy=(1153,1902,1254,1914)
notice-temple: ಶ್ರೀಉತ್ಸವಾಂಬ ದೇವಸ್ಥಾನ ಉಚ್ಚಂಗಿದುರ್ಗ xyxy=(1254,1401,1397,1414)
section-divider xyxy=(17,1355,1497,1357)
weather-table-2 xyxy=(1251,1300,1446,1338)
court-whereas: WHEREAS the above named petitioners 1) N.Kanakamma wife of Shankrappa aged about 72 years, housewife,2) N.Hulugappa son of N Shankrappa, aged about 54 years, 3) N.Haumanthappa, son of Late Shankrappa, aged about 47 years, 4) G.Dhananjaya son of Late Shankrappa aged about 40 years, all are residents of Bhuvanahalli village, Gadiganur post, Hosapete taluk, Vijayanagara district have filed the petition under section 13(3) of Registration of birth and death Act, seeking the direction of this court to issue direction to the respondent to enter the date of death of xyxy=(26,1474,374,1576)
court-advocates: Advocates, Hosapete. xyxy=(401,1740,495,1752)
court-vs: -vs- xyxy=(191,1421,208,1433)
court-vs: -vs- xyxy=(945,1915,961,1926)
court-respondent: The Tahasildar -cum-Registrar Birth & Deaths Taluk Office, Hosapete xyxy=(401,1927,691,1940)
court-jmfc: &JMFC court, Hosapete. xyxy=(1009,2233,1122,2245)
lead-column-3: ಪ್ರಾಯೋಜಕತ್ವ ನಿಷೇಧ. ಸೆಕ್ಷನ್-6(ಎ) ತಂಬಾಕು ಉತ್ಪನ್ನಗಳು ಅಪ್ರಾಪ್ತ ವಯಸ್ಕರಿಗೆ (21 ವರ್ಷದೊಳಗಿನ ಮಕ್ಕಳು) ಸಿಗದಂತೆ ನಿಯಂತ್ರಣ ಮಾಡುವುದು, ಸೆಕ್ಷನ್-6ಬಿ ಪ್ರಕಾರ ಶಿಕ್ಷಣ ಸಂಸ್ಥೆಗಳ 100 ಅಂತರ ಗಜಗಳ ವ್ಯಾಪ್ತಿಯಲ್ಲಿ ತಂಬಾಕು ಉತ್ಪನ್ನಗಳನ್ನು ಮಾರಾಟ ಮಾಡುವುದು ಶಿಕ್ಷಾರ್ಹ ಅಪರಾಧ. ಸೆಕ್ಷನ್-7 ಪ್ರಕಾರ ಸಿಗರೇಟ್ ಮತ್ತು ಇತರ ತಂಬಾಕು ಉತ್ಪನ್ನಗಳ ಮೇಲೆ ನಿರ್ದಿಷ್ಟ ಆರೋಗ್ಯ ಎಚ್ಚರಿಕೆಗಳ ಇಲ್ಲದೇ ಕಣಗಳ್ಳದೆ ಮಾರಾಟ ಮಾಡುವುದನ್ನು ನಿಷೇಧಿಸಲಾಗಿದೆ. ಈ ನಿಯಮಗಳನ್ನು ಉಲ್ಲಂಘಿಸಿದಲ್ಲಿ ಕೋಟ್ಪಾ ಕಾಯ್ದೆ-2003 ಕಲಂ 20ರ ಅಡಿಯಲ್ಲಿ ದಂಡ ಮತ್ತು ಜೈಲು ಶಿಕ್ಷೆಗೆ ಒಳಪಡಿಸಲಾಗುವುದು. ಯುವಜನತೆ ತಂಬಾಕು ಸೇವನೆಯಿಂದ ದೂರವಿರಬೇಕು ಎಂದು ಹೇಳುತ್ತಾ, ತಂಬಾಕು ವ್ಯಸನ ಮುಕ್ತ ಕೇಂದ್ರದಲ್ಲಿ ಸಿಗುವ ಸೌಲಭ್ಯಗಳ ಬಗ್ಗೆ ತಿಳಿಸಿದರು. ಕಾರ್ಯಾಗಾರದಲ್ಲಿ ಜಿಲ್ಲಾ ಸರ್ವೇಕ್ಷಣಾ ಮತ್ತು ರೋಗವಾಹಕ ಆಶ್ರಿತ ರೋಗಗಳ ನಿಯಂತ್ರಣಾಧಿಕಾರಿ ಡಾ. ನಂದಕುಮಾರ ಹೆಚ್., ಜಿಲ್ಲಾ ಆರೋಗ್ಯ ಶಿಕ್ಷಣಾಧಿಕಾರಿ ತಿಪ್ಪಣ್ಣನ ವಿ.ಹಿ., ತಂಬಾಕು ನಿಯಂತ್ರಣ ಕೋಶದ ಜಿಲ್ಲಾ ಸಲಹೆಗಾರ ಸಂಗಪ್ಪ ಮಾಮಲೆಗಲ, ಸ್ಲೋರಾಮಜೆಸ್ಟ್ ಶಾಂತಮ್ಮ ಕಟ್ಟಿಮನಿ, ಸಮಾಜ ಕಾರ್ಯಕರ್ತ ಸುರೇಶ ಹಾಗೂ ಎನ್.ಎಸ್.ಎಸ್ ವಿದ್ಯಾರ್ಥಿಗಳು ಉಪಸ್ಥಿತರಿದ್ದರು. xyxy=(516,501,763,851)
court-shirastedar: Shirastedar xyxy=(287,1714,339,1726)
court-given: Given under my hand and seal of this court on this16th day of Febr 2026. xyxy=(401,2164,705,2177)
lead-headline-1: ಯುವ ಪೀಳಿಗೆ ತಂಬಾಕು ಸೇವನೆಯಿಂದ xyxy=(87,81,693,138)
court-from: From, xyxy=(26,2194,53,2207)
court-to: To, Whom so ever it may concern. xyxy=(124,1953,275,1965)
notice-email: E.mail:utsavambhatemple@gmail.com xyxy=(1224,1425,1426,1436)
notice-sign: ಸಹಿ/-ಕಾರ್ಯನಿರ್ವಹಣಾಧಿಕಾರಿಗಳು ಶ್ರೀಉತ್ಸವಾಂಬ ದೇವಸ್ಥಾನ ಉಚ್ಚಂಗಿದುರ್ಗ ಹರಪನಹಳ್ಳಿ ತಾ. ವಿಜಯನಗರ ಜಿ. xyxy=(1171,1744,1480,1754)
weather-min: 30° xyxy=(1416,1321,1442,1337)
court-signature xyxy=(401,2182,753,2233)
court-advocate-2: G.Ramesh. xyxy=(401,1727,450,1739)
ramp-text: ವಿಜಯನಗರ(ಹೊಸಪೇಟೆ): "ವಿಶ್ವ ಪರಂಪರೆ ಹಂಪಿ"ಯ ವಿಜಯ ವಿಠಲ ದೇವಸ್ಥಾನಕ್ಕೆ ಪ್ರವಾಸಿಗರನ್ನು ಕರೆದೊಯ್ಯುವ ವಿದ್ಯುತ್ ಚಾಲಿತ ವಾಹನಗಳಿಗೆ ವಿಕಲಚೇತನ ಸ್ನೇಹಿಯಾಗಿಸಲು ವಿದ್ಯುತ್ ಚಾಲಿತ ವಾಹನಗಳಿಗೆ ಹಿಂಭಾಗದಲ್ಲಿ ಹೆಚ್ಚುವರಿಯಾಗಿ ರ್‍ಯಾಂಪ್ (ಏಣಿಬಗು) ಅಳವಡಿಸಲಾಗಿದೆ. ವಿಕಲಚೇತನರು ತಮ್ಮ ವೀಲ್ ಚೇರ್ ಗಳನ್ನು ಬಳಸಿ ಬ್ಯಾಟರಿಚಾಲಿತ ವಾಹನದಲ್ಲಿ ಕೂಡಲು ಅನುಕೂಲವಾಗಲಿದ್ದು, ಈ ಮೂಲಕ ಪ್ರವಾಸಿ ತಾಣವಾದ ವಿಜಯ ವಿಠಲ ದೇವಸ್ಥಾನ ಕಲಾ ಸೌಂದರ್ಯವನ್ನು ಕಣ್ತುಂಬಿಕೊಳ್ಳಬಹುದು ಎಂದು ಜಿಲ್ಲಾ ಪಂಚಾಯತ್ ಮುಖ್ಯ ಕಾರ್ಯನಿರ್ವಹಣಾಧಿಕಾರಿ ನೋಂಗ್ಜಾಯ್ ಮೊಹ್ದ ಅಲಿ ಅಕ್ರಂ ಷಾ ತಿಳಿಸಿದರು. ಹಂಪಿಯಲ್ಲಿ ವಿಕಲಚೇತನರಿಗೆ ಅಗತ್ಯಿರುವ ಸಮಸ್ಯೆಗಳನ್ನು ಗಮನಿಸಿ, ತಾಲೂಕು ಪಂಚಾಯತಿಯ ಇ.ಒ. ಅವರಿಗೆ 2018-2019 ನೇ ಅಧಿಕಾರ ಬಲ್ಯ ಯೋಜನೆಯ ಉಳಿಕೆ ಅನುದಾನದಲ್ಲಿ ರ್‍ಯಾಂಪ್ ಅಳವಡಿಸಲು ನಿರ್ದೇಶನ ನೀಡಲಾಗಿತ್ತು. ಅದರಂತೆ ಹಂಪಿ ವಿಶ್ವ ಪರಂಪರೆ ಪ್ರದೇಶ ನಿರ್ವಹಣಾ ಪ್ರಾಧಿಕಾರದ 20 ವಾಹನಗಳ ಪೈಕಿ 6 ಬ್ಯಾಟರಿಚಾಲಿತ ವಾಹನಗಳಿಗೆ ಅಳವಡಿಸಲಾಗಿದ್ದು, ವಿಕಲಚೇತನರಿಗೆ ತುಂಬಾ ಉಪಯುಕ್ತವಾಗಲಿದೆ ಎಂದರು. ಜಿಲ್ಲಾ ಪಂಚಾಯತ್ ಸಿಇಒ ಅವರ ಈ ಕಾರ್ಯಕ್ಕೆ ಸಾರ್ವಜನಿಕರಿಂದ ವಿಕಲಚೇತನರಿಂದ ಭಾರಿ ಮೆಚ್ಚುಗೆ ವ್ಯಕ್ತವಾಗುತ್ತಿದೆ. xyxy=(777,147,1239,347)
court-respondent: The Tahasildar -cum-Registrar Birth & Deaths Taluk Office, Hosapete xyxy=(26,1927,316,1940)
court-order: By order of the court xyxy=(646,2182,739,2194)
notice-footer: ವಾ.ಸಾ.ಸಂ/ಇ/ವಿಜಯನಗರ/2025-26/ಕಿರ್‌ಎಂ/ಆರ್.ಓ.ಸಂಖ್ಯೆ/536 xyxy=(1159,1755,1491,1766)
court-advocates: Advocates, Hosapete. xyxy=(401,2220,495,2232)
missing-boy-story xyxy=(771,1363,1144,1845)
missing-boy-portrait xyxy=(955,1408,1129,1626)
email-address[interactable]: hospettimes@gmail.com xyxy=(1306,1147,1484,1164)
court-whereas-2: WHEREAS, if any persons interested with respect to the above proceedings are hereby noticed to appear in this court in person or by pleader duly able to answer all material question relating to the said petition on 18/03/2026 at about 11-00 A.M, otherwise the matter will be heard and determined. xyxy=(401,2111,753,2162)
court-advocate-2: G.Ramesh. xyxy=(1153,2220,1202,2232)
weather-min-label: ಕನಿಷ್ಠ : xyxy=(1374,1246,1408,1262)
court-order: By order of the court xyxy=(1018,2194,1112,2207)
court-notice-274 xyxy=(17,1856,382,2392)
